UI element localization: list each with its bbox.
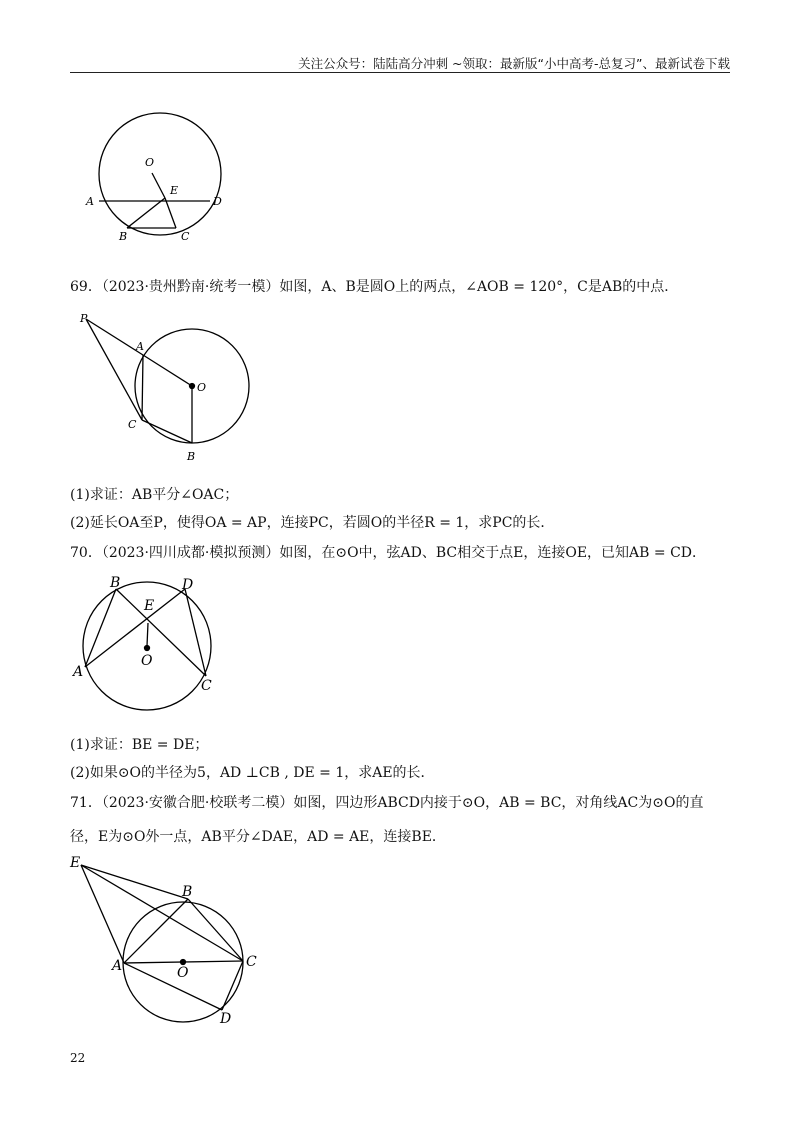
circle-68 [99, 113, 221, 235]
label-o: O [145, 156, 155, 169]
label-e: E [170, 184, 179, 197]
segment-pa [86, 319, 143, 355]
problem-69-q2: (2)延长OA至P，使得OA = AP，连接PC，若圆O的半径R = 1，求PC的长． [70, 515, 555, 531]
problem-69-q1: (1)求证：AB平分∠OAC； [70, 487, 239, 503]
segment-cb [142, 420, 192, 443]
label-c: C [201, 678, 212, 694]
problem-70-stem: 70．（2023·四川成都·模拟预测）如图，在⊙O中，弦AD、BC相交于点E，连接OE，已知AB = CD． [70, 545, 707, 561]
segment-ec [165, 198, 176, 228]
label-c: C [128, 418, 137, 431]
label-e: E [70, 855, 81, 871]
segment-dc [185, 589, 206, 676]
label-c: C [181, 230, 190, 243]
label-a: A [136, 340, 144, 353]
segment-eo [147, 623, 148, 646]
label-a: A [112, 958, 123, 974]
label-o: O [141, 653, 153, 669]
segment-pc [86, 319, 142, 420]
label-d: D [213, 195, 222, 208]
page-header: 关注公众号：陆陆高分冲刺 ~领取：最新版“小中高考-总复习”、最新试卷下载 [298, 56, 730, 71]
label-b: B [182, 884, 193, 900]
problem-70-q1: (1)求证：BE = DE； [70, 737, 209, 753]
label-e: E [144, 598, 155, 614]
label-b: B [187, 450, 196, 463]
segment-eb [127, 198, 165, 228]
figure-68 [80, 110, 240, 245]
label-d: D [220, 1011, 232, 1027]
center-dot-71 [181, 960, 186, 965]
problem-69-stem: 69．（2023·贵州黔南·统考一模）如图，A、B是圆O上的两点，∠AOB = 120°，C是AB的中点． [70, 279, 679, 295]
segment-ao [143, 355, 192, 386]
segment-ea [81, 865, 124, 963]
segment-bc [188, 899, 243, 961]
label-p: P [80, 312, 88, 325]
segment-oe [152, 173, 165, 198]
label-a: A [73, 664, 84, 680]
figure-70 [70, 572, 230, 712]
label-o: O [197, 381, 207, 394]
figure-69 [76, 310, 256, 470]
center-dot-70 [145, 646, 150, 651]
problem-70-q2: (2)如果⊙O的半径为5，AD ⊥CB , DE = 1，求AE的长． [70, 765, 435, 781]
problem-71-stem-line1: 71．（2023·安徽合肥·校联考二模）如图，四边形ABCD内接于⊙O，AB = BC，对角线AC为⊙O的直 [70, 795, 704, 811]
label-b: B [110, 575, 121, 591]
segment-dc [222, 961, 243, 1010]
label-o: O [177, 965, 189, 981]
segment-ac [142, 355, 143, 420]
page-number: 22 [70, 1051, 86, 1065]
label-c: C [246, 954, 257, 970]
header-rule [70, 72, 730, 73]
label-b: B [119, 230, 128, 243]
label-d: D [182, 577, 194, 593]
label-a: A [86, 195, 94, 208]
segment-eb [81, 865, 188, 899]
center-dot-69 [190, 384, 195, 389]
problem-71-stem-line2: 径，E为⊙O外一点，AB平分∠DAE，AD = AE，连接BE． [70, 829, 446, 845]
figure-71 [66, 852, 266, 1027]
